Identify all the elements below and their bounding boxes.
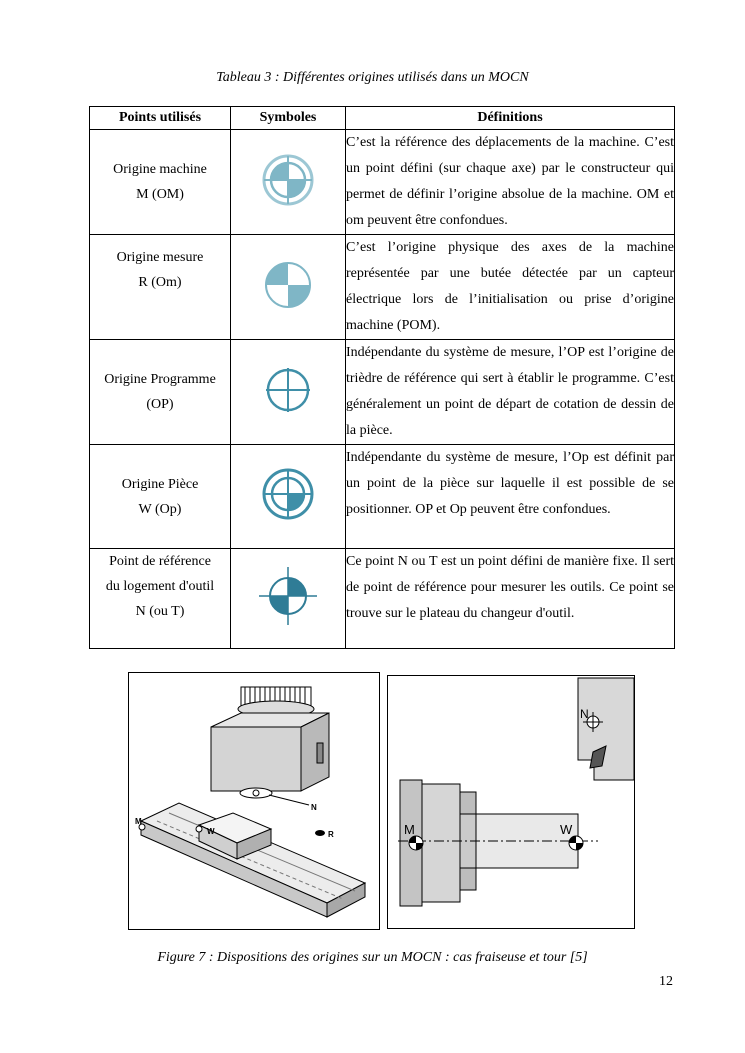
- point-cell: [90, 549, 231, 649]
- mill-label-m: M: [135, 817, 142, 826]
- table-row: [90, 445, 675, 549]
- definition-cell: C’est l’origine physique des axes de la machine représentée par une butée détectée par un capteur électrique lors de l’initialisation ou prise d’origine machine (POM).: [346, 235, 675, 340]
- header-definitions: Définitions: [346, 107, 675, 130]
- point-name: Point de référence: [109, 554, 211, 569]
- point-cell: [90, 235, 231, 340]
- milling-machine-figure: [128, 672, 380, 930]
- point-name: Origine machine: [113, 162, 207, 177]
- lathe-figure: [387, 675, 635, 929]
- origine-programme-icon: [263, 365, 313, 415]
- point-name-2: du logement d'outil: [105, 579, 215, 594]
- point-reference-outil-icon: [257, 565, 319, 627]
- definition-cell: C’est la référence des déplacements de la machine. C’est un point défini (sur chaque axe) par le constructeur qui permet de définir l’origine absolue de la machine. OM et om peuvent être confondues.: [346, 130, 675, 235]
- point-code: N (ou T): [135, 604, 185, 619]
- point-cell: [90, 130, 231, 235]
- table-row: [90, 549, 675, 649]
- header-symbols: Symboles: [231, 107, 346, 130]
- definition-cell: Indépendante du système de mesure, l’Op est définit par un point de la pièce sur laquelle il est possible de se positionner. OP et Op peuvent être confondues.: [346, 445, 675, 549]
- point-name: Origine Programme: [104, 372, 216, 387]
- header-points: Points utilisés: [90, 107, 231, 130]
- point-code: M (OM): [136, 187, 184, 202]
- origine-mesure-icon: [263, 260, 313, 310]
- mill-label-n: N: [311, 803, 317, 812]
- page-number: 12: [659, 974, 673, 989]
- origins-table: [89, 106, 675, 649]
- lathe-label-m: M: [404, 822, 415, 837]
- symbol-cell: [231, 340, 346, 445]
- figure-caption: Figure 7 : Dispositions des origines sur un MOCN : cas fraiseuse et tour [5]: [157, 950, 588, 965]
- lathe-label-n: N: [580, 707, 589, 721]
- table-row: [90, 340, 675, 445]
- point-code: (OP): [146, 397, 174, 412]
- symbol-cell: [231, 445, 346, 549]
- symbol-cell: [231, 235, 346, 340]
- mill-label-w: W: [207, 827, 215, 836]
- table-caption: Tableau 3 : Différentes origines utilisés dans un MOCN: [216, 70, 529, 85]
- symbol-cell: [231, 549, 346, 649]
- point-code: R (Om): [138, 275, 182, 290]
- table-row: [90, 235, 675, 340]
- symbol-cell: [231, 130, 346, 235]
- point-cell: [90, 445, 231, 549]
- mill-label-r: R: [328, 830, 334, 839]
- origine-piece-icon: [261, 467, 315, 521]
- table-row: [90, 130, 675, 235]
- point-name: Origine Pièce: [121, 476, 199, 492]
- definition-cell: Indépendante du système de mesure, l’OP est l’origine de trièdre de référence qui sert à établir le programme. C’est généralement un point de départ de cotation de dessin de la pièce.: [346, 340, 675, 445]
- definition-cell: Ce point N ou T est un point défini de manière fixe. Il sert de point de référence pour mesurer les outils. Ce point se trouve sur le plateau du changeur d'outil.: [346, 549, 675, 649]
- table-header-row: [90, 107, 675, 130]
- point-code: W (Op): [138, 501, 182, 517]
- origine-machine-icon: [261, 153, 315, 207]
- lathe-label-w: W: [560, 822, 573, 837]
- point-cell: [90, 340, 231, 445]
- point-name: Origine mesure: [116, 250, 204, 265]
